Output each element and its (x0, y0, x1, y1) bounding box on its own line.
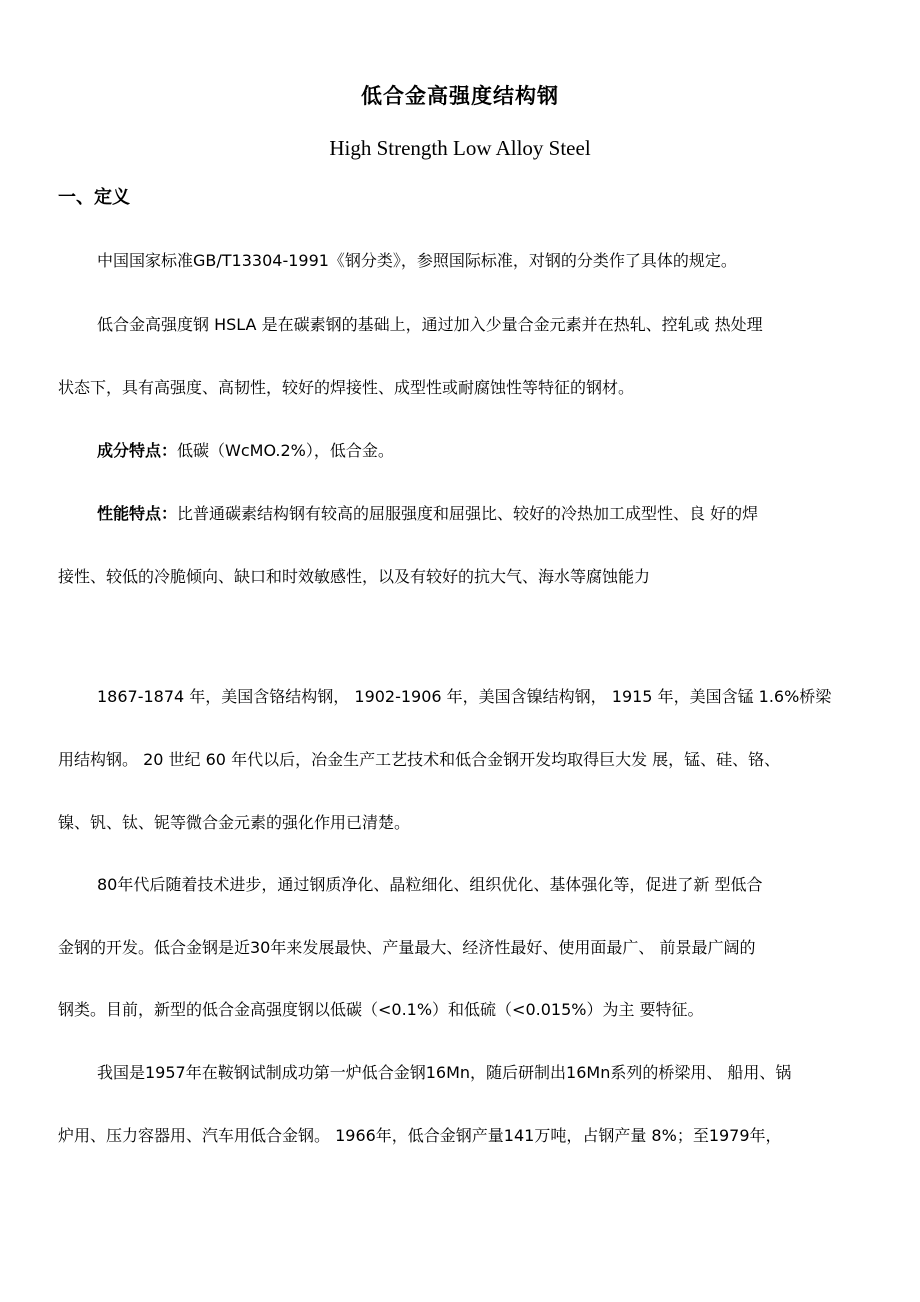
performance-text: 比普通碳素结构钢有较高的屈服强度和屈强比、较好的冷热加工成型性、良 好的焊 (177, 504, 759, 523)
paragraph-modern-line-2: 金钢的开发。低合金钢是近30年来发展最快、产量最大、经济性最好、使用面最广、 前景最广阔的 (58, 938, 756, 957)
document-title: 低合金高强度结构钢 (361, 84, 559, 108)
paragraph-performance-line-2: 接性、较低的冷脆倾向、缺口和时效敏感性，以及有较好的抗大气、海水等腐蚀能力 (58, 567, 651, 586)
performance-label: 性能特点： (97, 504, 178, 523)
paragraph-hsla-line-2: 状态下，具有高强度、高韧性，较好的焊接性、成型性或耐腐蚀性等特征的钢材。 (58, 378, 635, 397)
paragraph-history-line-3: 镍、钒、钛、铌等微合金元素的强化作用已清楚。 (58, 813, 411, 832)
document-subtitle: High Strength Low Alloy Steel (329, 136, 591, 160)
section-heading-definition: 一、定义 (58, 187, 130, 208)
paragraph-modern-line-1: 80年代后随着技术进步，通过钢质净化、晶粒细化、组织优化、基体强化等，促进了新 型低合 (97, 875, 763, 894)
composition-label: 成分特点： (97, 441, 178, 460)
paragraph-composition (97, 440, 873, 462)
paragraph-china-line-2: 炉用、压力容器用、汽车用低合金钢。 1966年，低合金钢产量141万吨，占钢产量 8%；至1979年， (58, 1126, 782, 1145)
paragraph-hsla-line-1: 低合金高强度钢 HSLA 是在碳素钢的基础上，通过加入少量合金元素并在热轧、控轧或 热处理 (97, 315, 763, 334)
paragraph-history-line-1: 1867-1874 年，美国含铬结构钢， 1902-1906 年，美国含镍结构钢， 1915 年，美国含锰 1.6%桥梁 (97, 687, 832, 706)
paragraph-standard-line-1: 中国国家标准GB/T13304-1991《钢分类》，参照国际标准，对钢的分类作了具体的规定。 (97, 251, 737, 270)
paragraph-china-line-1: 我国是1957年在鞍钢试制成功第一炉低合金钢16Mn，随后研制出16Mn系列的桥梁用、 船用、锅 (97, 1063, 792, 1082)
paragraph-history-line-2: 用结构钢。 20 世纪 60 年代以后，冶金生产工艺技术和低合金钢开发均取得巨大发 展，锰、硅、铬、 (58, 750, 781, 769)
paragraph-modern-line-3: 钢类。目前，新型的低合金高强度钢以低碳（<0.1%）和低硫（<0.015%）为主 要特征。 (58, 1000, 704, 1019)
composition-text: 低碳（WcMO.2%），低合金。 (177, 441, 394, 460)
paragraph-performance-line-1 (97, 503, 873, 525)
